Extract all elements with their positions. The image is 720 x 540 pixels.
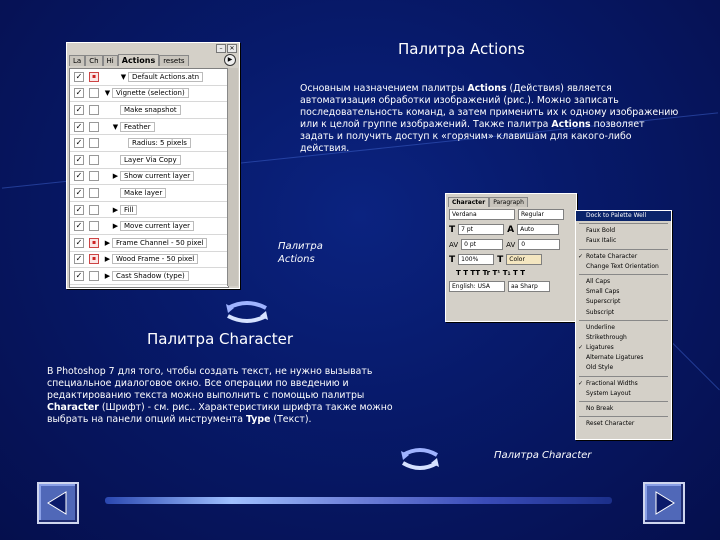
expand-triangle-icon[interactable]: ▼ <box>120 72 127 81</box>
check-icon[interactable]: ✓ <box>75 221 83 231</box>
action-label: Default Actions.atn <box>128 72 203 82</box>
dialog-toggle-icon[interactable] <box>89 105 99 115</box>
menu-item[interactable]: Reset Character <box>586 420 635 428</box>
tab-actions[interactable]: Actions <box>118 54 159 66</box>
actions-list <box>69 68 229 288</box>
language-field[interactable]: English: USA <box>449 281 505 292</box>
menu-item[interactable]: System Layout <box>586 389 631 397</box>
actions-description: Основным назначением палитры Actions (Действия) является автоматизация обработки изображений (рис.). Можно записать последовательность команд, а затем применить их к одному изображению или к целой группе изображений. Также палитра Actions позволяет задать и получить доступ к «горячим» клавишам для какого-либо действия. <box>300 83 679 154</box>
tab-ch[interactable]: Ch <box>85 55 102 66</box>
check-icon[interactable]: ✓ <box>75 204 83 214</box>
check-icon[interactable]: ✓ <box>75 171 83 181</box>
expand-triangle-icon[interactable]: ▶ <box>104 271 111 280</box>
menu-item[interactable]: Superscript <box>586 298 621 306</box>
check-icon[interactable]: ✓ <box>75 88 83 98</box>
checkmark-icon: ✓ <box>578 252 584 260</box>
dialog-toggle-icon[interactable]: ▪ <box>89 254 99 264</box>
next-slide-button[interactable] <box>643 482 685 524</box>
font-family-field[interactable]: Verdana <box>449 209 515 220</box>
character-flyout-menu <box>575 210 672 440</box>
menu-item[interactable]: Underline <box>586 323 615 331</box>
check-icon[interactable]: ✓ <box>75 154 83 164</box>
dialog-toggle-icon[interactable] <box>89 171 99 181</box>
action-row[interactable] <box>70 119 228 136</box>
menu-separator <box>579 416 668 417</box>
menu-separator <box>579 376 668 377</box>
action-label: Make snapshot <box>120 105 181 115</box>
vertical-scale-icon: T <box>449 254 456 265</box>
action-label: Fill <box>120 205 137 215</box>
progress-bar <box>105 497 612 504</box>
check-icon[interactable]: ✓ <box>75 138 83 148</box>
action-label: Frame Channel - 50 pixel <box>112 238 207 248</box>
actions-tabs <box>67 53 239 66</box>
expand-triangle-icon[interactable]: ▶ <box>104 255 111 264</box>
actions-scrollbar[interactable] <box>227 68 238 286</box>
character-palette <box>445 193 577 322</box>
palette-menu-icon[interactable]: ▶ <box>224 54 236 66</box>
action-row[interactable] <box>70 169 228 186</box>
menu-item[interactable]: ✓ Rotate Character <box>576 252 671 262</box>
close-icon[interactable]: ✕ <box>227 44 237 53</box>
prev-triangle-icon <box>39 484 77 522</box>
character-tabs <box>446 194 576 207</box>
leading-field[interactable]: Auto <box>517 224 559 235</box>
font-size-field[interactable]: 7 pt <box>458 224 504 235</box>
menu-item[interactable]: Subscript <box>586 308 615 316</box>
tab-resets[interactable]: resets <box>159 55 188 66</box>
kerning-icon: AV <box>449 240 459 249</box>
action-row[interactable] <box>70 86 228 103</box>
action-row[interactable] <box>70 185 228 202</box>
check-icon[interactable]: ✓ <box>75 121 83 131</box>
character-caption: Палитра Character <box>494 450 592 461</box>
check-icon[interactable]: ✓ <box>75 270 83 280</box>
check-icon[interactable]: ✓ <box>75 104 83 114</box>
dialog-toggle-icon[interactable] <box>89 188 99 198</box>
check-icon[interactable]: ✓ <box>75 71 83 81</box>
action-row[interactable] <box>70 102 228 119</box>
dialog-toggle-icon[interactable]: ▪ <box>89 72 99 82</box>
font-style-field[interactable]: Regular <box>518 209 564 220</box>
expand-triangle-icon[interactable]: ▶ <box>104 238 111 247</box>
dialog-toggle-icon[interactable] <box>89 221 99 231</box>
dialog-toggle-icon[interactable] <box>89 138 99 148</box>
menu-item[interactable]: All Caps <box>586 277 611 285</box>
character-description: В Photoshop 7 для того, чтобы создать текст, не нужно вызывать специальное диалоговое окно. Все операции по введению и редактированию текста можно выполнить с помощью палитры Character (Шрифт) - см. рис.. Характеристики шрифта также можно выбрать на панели опций инструмента Type (Текст). <box>47 366 393 425</box>
action-label: Wood Frame - 50 pixel <box>112 254 198 264</box>
vertical-scale-field[interactable]: 100% <box>458 254 494 265</box>
check-icon[interactable]: ✓ <box>75 254 83 264</box>
tracking-field[interactable]: 0 <box>518 239 560 250</box>
expand-triangle-icon[interactable]: ▶ <box>112 205 119 214</box>
menu-separator <box>579 223 668 224</box>
menu-separator <box>579 401 668 402</box>
character-title: Палитра Character <box>147 330 294 348</box>
tab-character[interactable]: Character <box>448 197 489 207</box>
menu-item[interactable]: Old Style <box>586 364 614 372</box>
tab-hi[interactable]: Hi <box>103 55 118 66</box>
menu-item[interactable]: Faux Bold <box>586 227 616 235</box>
dialog-toggle-icon[interactable] <box>89 271 99 281</box>
menu-separator <box>579 320 668 321</box>
minimize-icon[interactable]: – <box>216 44 226 53</box>
actions-palette <box>66 42 240 289</box>
menu-item[interactable]: ✓ Ligatures <box>576 343 671 353</box>
menu-separator <box>579 274 668 275</box>
menu-item[interactable]: Change Text Orientation <box>586 262 659 270</box>
action-row[interactable] <box>70 268 228 285</box>
dialog-toggle-icon[interactable] <box>89 88 99 98</box>
action-row[interactable] <box>70 135 228 152</box>
palette-titlebar <box>67 43 239 53</box>
checkmark-icon: ✓ <box>578 379 584 387</box>
checkmark-icon: ✓ <box>578 344 584 352</box>
action-row[interactable] <box>70 218 228 235</box>
action-label: Radius: 5 pixels <box>128 138 191 148</box>
menu-item[interactable]: Faux Italic <box>586 237 617 245</box>
action-label: Make layer <box>120 188 166 198</box>
menu-item[interactable]: No Break <box>586 405 614 412</box>
prev-slide-button[interactable] <box>37 482 79 524</box>
action-row[interactable] <box>70 235 228 252</box>
action-label: Show current layer <box>120 171 194 181</box>
next-triangle-icon <box>645 484 683 522</box>
antialias-field[interactable]: aa Sharp <box>508 281 550 292</box>
action-row[interactable] <box>70 202 228 219</box>
menu-item[interactable]: ✓ Fractional Widths <box>576 379 671 389</box>
font-size-icon: T <box>449 224 456 235</box>
dialog-toggle-icon[interactable] <box>89 155 99 165</box>
dialog-toggle-icon[interactable] <box>89 122 99 132</box>
tab-lа[interactable]: Lа <box>69 55 85 66</box>
actions-title: Палитра Actions <box>398 40 525 58</box>
expand-triangle-icon[interactable]: ▶ <box>112 172 119 181</box>
curved-arrow-icon <box>400 447 440 471</box>
menu-separator <box>579 249 668 250</box>
menu-item[interactable]: Alternate Ligatures <box>586 354 644 362</box>
kerning-field[interactable]: 0 pt <box>461 239 503 250</box>
expand-triangle-icon[interactable]: ▼ <box>104 89 111 98</box>
action-label: Feather <box>120 122 155 132</box>
leading-icon: A <box>507 224 515 235</box>
horizontal-scale-icon: T <box>497 254 504 265</box>
dialog-toggle-icon[interactable]: ▪ <box>89 238 99 248</box>
menu-item[interactable]: Small Caps <box>586 288 620 296</box>
menu-item[interactable]: Strikethrough <box>586 333 627 341</box>
tracking-icon: AV <box>506 240 516 249</box>
tab-paragraph[interactable]: Paragraph <box>489 197 528 207</box>
action-label: Cast Shadow (type) <box>112 271 189 281</box>
dialog-toggle-icon[interactable] <box>89 205 99 215</box>
expand-triangle-icon[interactable]: ▼ <box>112 122 119 131</box>
action-label: Layer Via Copy <box>120 155 181 165</box>
action-row[interactable] <box>70 252 228 269</box>
color-field[interactable]: Color <box>506 254 542 265</box>
check-icon[interactable]: ✓ <box>75 237 83 247</box>
check-icon[interactable]: ✓ <box>75 187 83 197</box>
action-label: Move current layer <box>120 221 194 231</box>
actions-caption: Палитра Actions <box>278 241 323 265</box>
action-label: Vignette (selection) <box>112 88 189 98</box>
action-row[interactable] <box>70 152 228 169</box>
expand-triangle-icon[interactable]: ▶ <box>112 222 119 231</box>
style-buttons[interactable]: T T TT Tr T¹ T₁ T T <box>456 269 526 277</box>
action-row[interactable] <box>70 69 228 86</box>
menu-item[interactable]: Dock to Palette Well <box>576 211 671 221</box>
curved-arrow-icon <box>224 300 270 324</box>
